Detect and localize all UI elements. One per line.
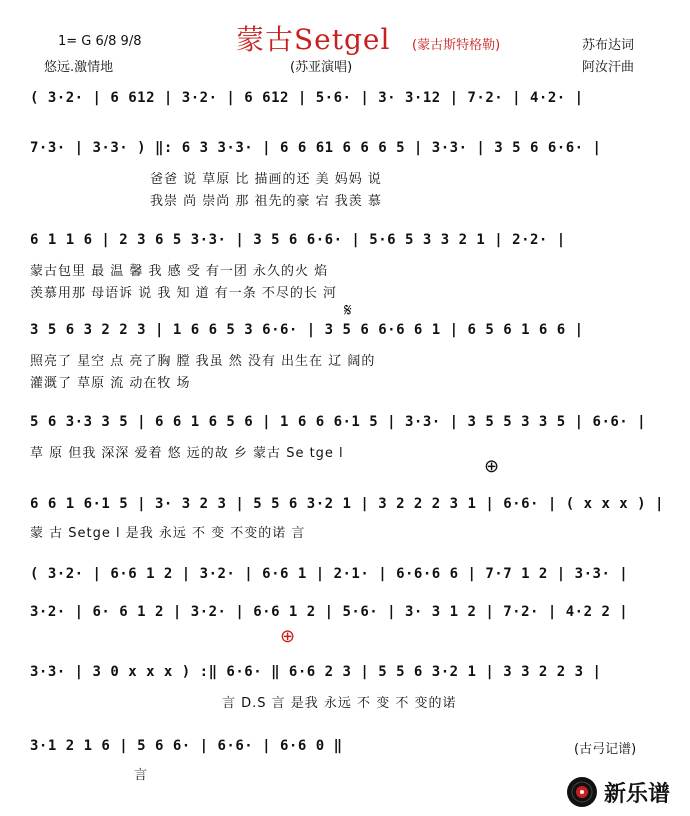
score-line-1-notes: ( 3·2· | 6 612 | 3·2· | 6 612 | 5·6· | 3· 3·12 | 7·2· | 4·2· | bbox=[30, 90, 584, 106]
coda-mark-1: ⊕ bbox=[484, 456, 500, 477]
coda-mark-2: ⊕ bbox=[280, 626, 296, 647]
score-line-2-notes: 7·3· | 3·3· ) ‖: 6 3 3·3· | 6 6 61 6 6 6 5 | 3·3· | 3 5 6 6·6· | bbox=[30, 140, 602, 156]
singer-credit: (苏亚演唱) bbox=[290, 60, 353, 75]
score-line-9-notes: 3·3· | 3 0 x x x ) :‖ 6·6· ‖ 6·6 2 3 | 5 5 6 3·2 1 | 3 3 2 2 3 | bbox=[30, 664, 602, 680]
brand-name: 新乐谱 bbox=[603, 781, 670, 807]
score-line-2-lyric-1: 爸爸 说 草原 比 描画的还 美 妈妈 说 bbox=[150, 172, 382, 187]
score-line-3-lyric-1: 蒙古包里 最 温 馨 我 感 受 有一团 永久的火 焰 bbox=[30, 264, 329, 279]
score-line-2-lyric-2: 我崇 尚 崇尚 那 祖先的豪 宕 我羡 慕 bbox=[150, 194, 382, 209]
composer-credit: 阿汝汗曲 bbox=[582, 60, 635, 75]
lyricist-credit: 苏布达词 bbox=[582, 38, 635, 53]
score-line-4-lyric-2: 灌溉了 草原 流 动在牧 场 bbox=[30, 376, 191, 391]
transcriber-credit: (古弓记谱) bbox=[574, 742, 637, 757]
tempo-mood: 悠远.激情地 bbox=[44, 60, 114, 75]
score-line-9-lyric-1: 言 D.S 言 是我 永远 不 变 不 变的诺 bbox=[222, 696, 457, 711]
score-line-8-notes: 3·2· | 6· 6 1 2 | 3·2· | 6·6 1 2 | 5·6· | 3· 3 1 2 | 7·2· | 4·2 2 | bbox=[30, 604, 629, 620]
vinyl-record-icon bbox=[566, 776, 598, 808]
score-line-5-notes: 5 6 3·3 3 5 | 6 6 1 6 5 6 | 1 6 6 6·1 5 | 3·3· | 3 5 5 3 3 5 | 6·6· | bbox=[30, 414, 647, 430]
score-line-4-notes: 3 5 6 3 2 2 3 | 1 6 6 5 3 6·6· | 3 5 6 6·6 6 1 | 6 5 6 1 6 6 | bbox=[30, 322, 584, 338]
key-signature: 1= G 6/8 9/8 bbox=[58, 34, 142, 49]
score-line-3-lyric-2: 羡慕用那 母语诉 说 我 知 道 有一条 不尽的长 河 bbox=[30, 286, 338, 301]
score-line-6-notes: 6 6 1 6·1 5 | 3· 3 2 3 | 5 5 6 3·2 1 | 3 2 2 2 3 1 | 6·6· | ( x x x ) | bbox=[30, 496, 664, 512]
score-line-3-notes: 6 1 1 6 | 2 3 6 5 3·3· | 3 5 6 6·6· | 5·6 5 3 3 2 1 | 2·2· | bbox=[30, 232, 566, 248]
segno-mark: 𝄋 bbox=[344, 300, 352, 321]
score-line-6-lyric-1: 蒙 古 Setge l 是我 永远 不 变 不变的诺 言 bbox=[30, 526, 306, 541]
score-line-7-notes: ( 3·2· | 6·6 1 2 | 3·2· | 6·6 1 | 2·1· | 6·6·6 6 | 7·7 1 2 | 3·3· | bbox=[30, 566, 629, 582]
score-line-10-notes: 3·1 2 1 6 | 5 6 6· | 6·6· | 6·6 0 ‖ bbox=[30, 738, 343, 754]
score-line-4-lyric-1: 照亮了 星空 点 亮了胸 膛 我虽 然 没有 出生在 辽 阔的 bbox=[30, 354, 376, 369]
song-title: 蒙古Setgel bbox=[236, 23, 391, 56]
score-line-10-lyric-1: 言 bbox=[134, 768, 149, 783]
song-subtitle: (蒙古斯特格勒) bbox=[412, 38, 501, 53]
score-line-5-lyric-1: 草 原 但我 深深 爱着 悠 远的故 乡 蒙古 Se tge l bbox=[30, 446, 344, 461]
brand-logo bbox=[566, 776, 670, 808]
